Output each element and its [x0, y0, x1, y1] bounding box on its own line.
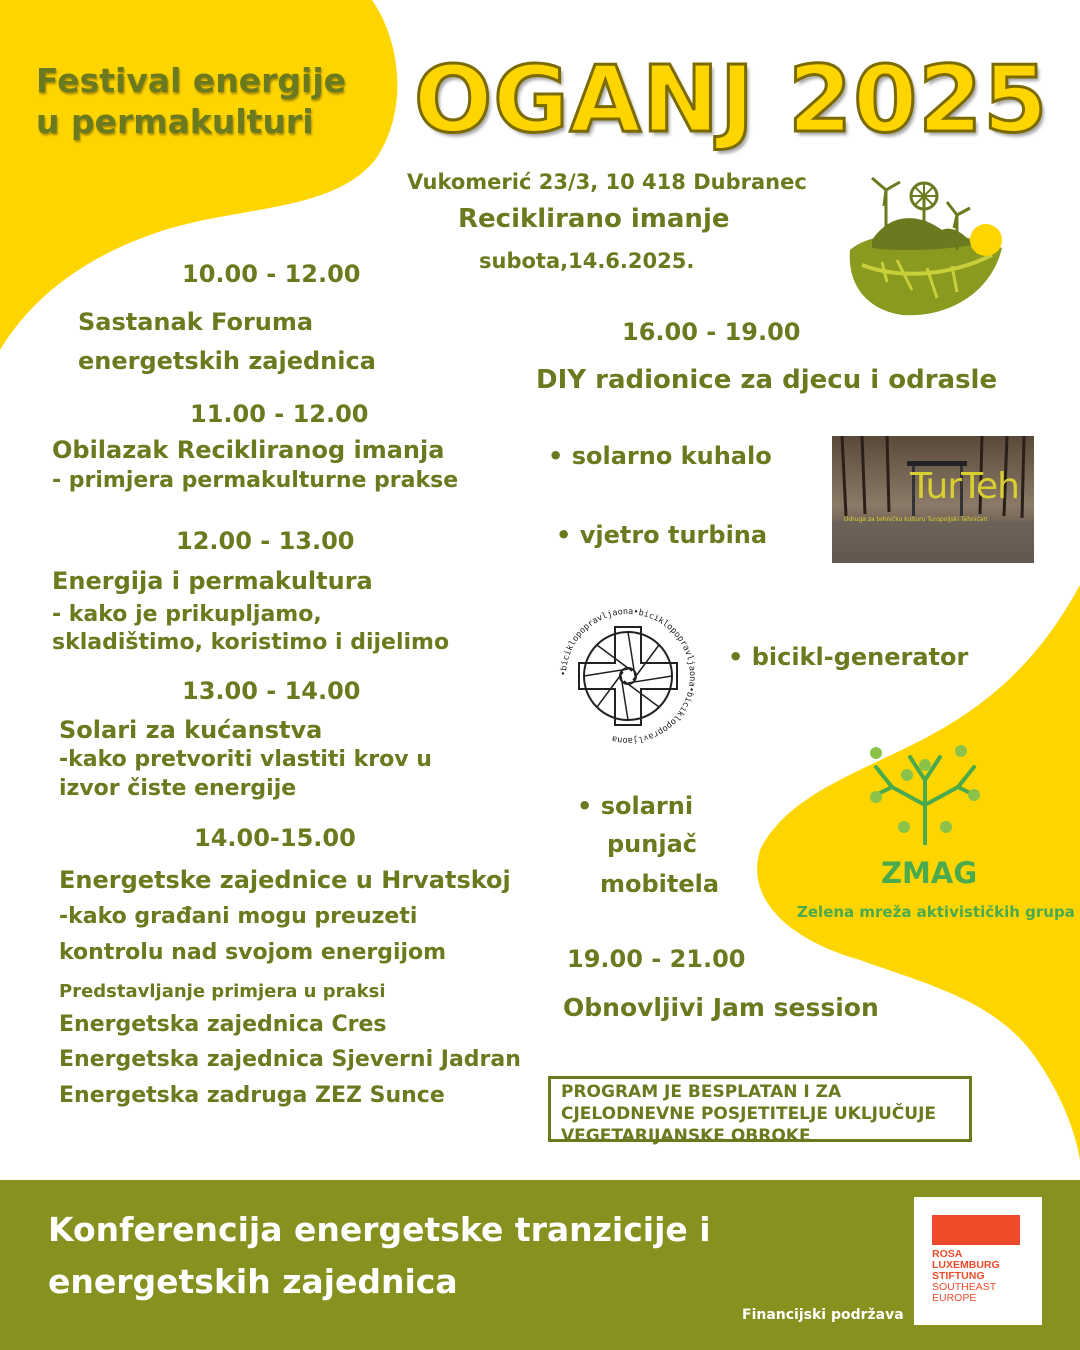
example-zez-sunce: Energetska zadruga ZEZ Sunce [59, 1083, 445, 1108]
session-2-time: 11.00 - 12.00 [190, 400, 369, 428]
rosa-line-2: LUXEMBURG [932, 1259, 1000, 1271]
diy-item-solar-charger-line-2: punjač [607, 830, 697, 858]
diy-time: 16.00 - 19.00 [622, 318, 801, 346]
jam-time: 19.00 - 21.00 [567, 945, 746, 973]
session-2-title: Obilazak Recikliranog imanja [52, 436, 445, 464]
free-program-notice [548, 1076, 972, 1146]
address: Vukomerić 23/3, 10 418 Dubranec [407, 170, 807, 194]
diy-item-solar-cooker: • solarno kuhalo [548, 442, 772, 470]
session-5-time: 14.00-15.00 [194, 824, 356, 852]
rosa-red-bar [932, 1215, 1020, 1245]
session-3-title: Energija i permakultura [52, 567, 373, 595]
session-1-title-line-1: Sastanak Foruma [78, 308, 314, 336]
turteh-name: TurTeh [910, 466, 1019, 507]
session-3-desc-line-2: skladištimo, koristimo i dijelimo [52, 630, 450, 655]
session-4-time: 13.00 - 14.00 [182, 677, 361, 705]
event-date: subota,14.6.2025. [479, 249, 695, 273]
example-cres: Energetska zajednica Cres [59, 1012, 387, 1037]
eco-leaf-logo [842, 170, 1012, 320]
diy-item-solar-charger-line-1: • solarni [577, 792, 694, 820]
session-5-desc-line-2: kontrolu nad svojom energijom [59, 940, 447, 965]
top-left-yellow-blob [0, 0, 397, 350]
diy-title: DIY radionice za djecu i odrasle [536, 365, 998, 395]
festival-title: OGANJ 2025 [414, 46, 1049, 153]
rosa-line-5: EUROPE [932, 1292, 977, 1304]
rosa-line-1: ROSA [932, 1248, 963, 1260]
notice-line-2: CJELODNEVNE POSJETITELJE UKLJUČUJE [561, 1104, 937, 1124]
session-5-examples-heading: Predstavljanje primjera u praksi [59, 981, 386, 1002]
session-2-desc: - primjera permakulturne prakse [52, 468, 459, 493]
session-4-title: Solari za kućanstva [59, 716, 323, 744]
zmag-tree-icon [862, 745, 988, 845]
session-1-time: 10.00 - 12.00 [182, 260, 361, 288]
session-3-time: 12.00 - 13.00 [176, 527, 355, 555]
diy-item-wind-turbine: • vjetro turbina [556, 521, 768, 549]
notice-line-3: VEGETARIJANSKE OBROKE [561, 1126, 811, 1146]
session-4-desc-line-2: izvor čiste energije [59, 776, 297, 801]
jam-title: Obnovljivi Jam session [563, 993, 879, 1022]
bike-ring-graphic [557, 605, 699, 747]
rosa-line-4: SOUTHEAST [932, 1281, 997, 1293]
zmag-name: ZMAG [881, 856, 978, 890]
zmag-full-name: Zelena mreža aktivističkih grupa [797, 903, 1075, 921]
turteh-caption: Udruga za tehničku kulturu Turopoljski Tehničari [844, 516, 988, 523]
venue: Reciklirano imanje [458, 204, 730, 234]
session-4-desc-line-1: -kako pretvoriti vlastiti krov u [59, 747, 432, 772]
rosa-logo-text [932, 1249, 1000, 1304]
subtitle-line-1: Festival energije [36, 61, 347, 100]
conference-title-line-2: energetskih zajednica [48, 1262, 458, 1301]
svg-text:•biciklopopravljaona•biciklopo [559, 607, 697, 745]
diy-item-solar-charger-line-3: mobitela [600, 870, 720, 898]
session-3-desc-line-1: - kako je prikupljamo, [52, 602, 322, 627]
session-5-desc-line-1: -kako građani mogu preuzeti [59, 904, 418, 929]
conference-title-line-1: Konferencija energetske tranzicije i [48, 1210, 711, 1249]
bike-ring-text: •biciklopopravljaona•biciklopopravljaona•biciklopopravljaona [558, 606, 698, 746]
rosa-luxemburg-logo [914, 1197, 1042, 1325]
conference-title [48, 1204, 711, 1308]
example-sjeverni-jadran: Energetska zajednica Sjeverni Jadran [59, 1047, 521, 1072]
festival-subtitle [36, 60, 346, 143]
turteh-logo [832, 436, 1034, 563]
biciklopopravljaona-logo [557, 605, 699, 747]
diy-item-bike-generator: • bicikl-generator [728, 643, 969, 671]
subtitle-line-2: u permakulturi [36, 102, 314, 142]
session-1-title-line-2: energetskih zajednica [78, 347, 376, 375]
rosa-line-3: STIFTUNG [932, 1270, 985, 1282]
notice-line-1: PROGRAM JE BESPLATAN I ZA [561, 1082, 842, 1102]
sponsor-label: Financijski podržava [742, 1307, 904, 1323]
session-5-title: Energetske zajednice u Hrvatskoj [59, 866, 511, 894]
